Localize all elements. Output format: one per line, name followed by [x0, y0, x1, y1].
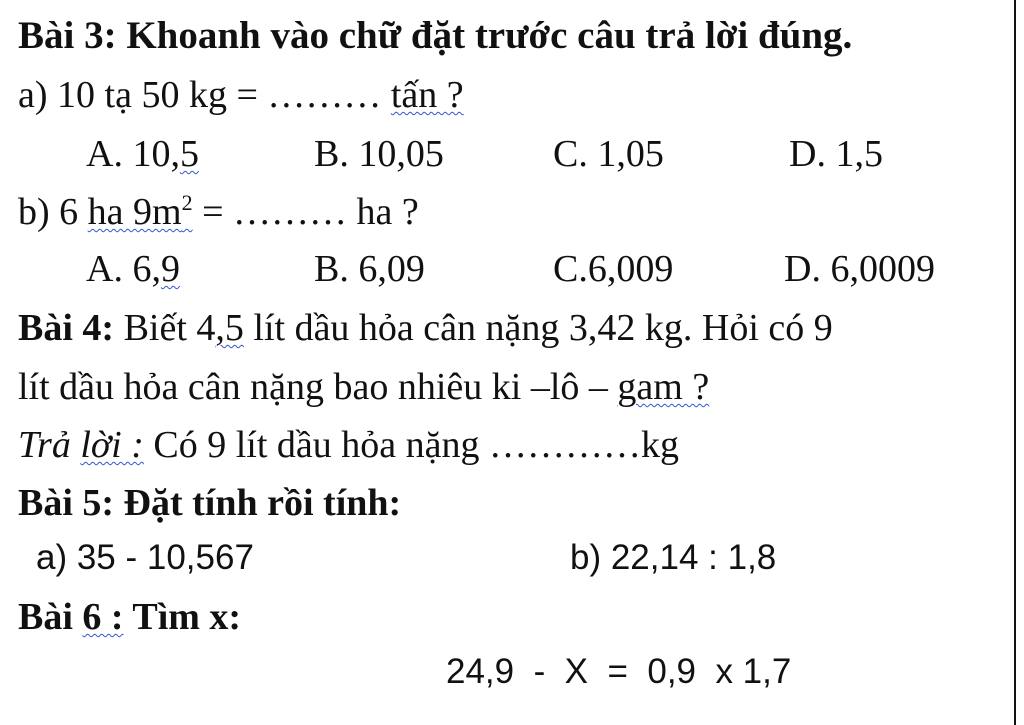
- option-3b-a-decimal: 9: [160, 248, 180, 290]
- exercise-4-text-a: Biết 4: [114, 307, 216, 349]
- question-3a-text: a) 10 tạ 50 kg = ………: [18, 74, 391, 116]
- question-3b-area: [88, 191, 193, 233]
- option-3a-a-decimal: 5: [179, 133, 199, 175]
- exercise-5a: a) 35 - 10,567: [36, 538, 254, 577]
- question-3b-exponent: 2: [181, 190, 193, 215]
- exercise-5b: b) 22,14 : 1,8: [570, 538, 777, 577]
- option-3b-b[interactable]: B. 6,09: [314, 248, 425, 290]
- question-3b-prefix: b) 6: [18, 191, 88, 233]
- option-3b-c[interactable]: C.6,009: [553, 248, 674, 290]
- option-3b-a[interactable]: [86, 250, 180, 288]
- answer-label-b: lời :: [80, 424, 144, 466]
- exercise-4-line1: [18, 309, 833, 347]
- exercise-6-equation: 24,9 - X = 0,9 x 1,7: [446, 652, 792, 691]
- option-3b-a-text: A. 6,: [86, 248, 161, 290]
- option-3b-d[interactable]: D. 6,0009: [784, 248, 935, 290]
- exercise-4-text-decimal: ,5: [215, 307, 244, 349]
- question-3a: [18, 76, 464, 114]
- exercise-4-line2: [18, 368, 709, 406]
- option-3a-d[interactable]: D. 1,5: [789, 133, 883, 175]
- exercise-6-title: [18, 598, 241, 636]
- option-3a-b[interactable]: B. 10,05: [314, 133, 444, 175]
- question-3b-area-text: ha 9m: [87, 191, 182, 233]
- exercise-4-answer: [18, 426, 679, 464]
- answer-text: Có 9 lít dầu hỏa nặng …………kg: [143, 424, 680, 466]
- option-3a-a[interactable]: [86, 135, 199, 173]
- option-3a-a-text: A. 10,: [86, 133, 180, 175]
- exercise-4-text-unit: gam ?: [617, 366, 710, 408]
- exercise-6-title-number: 6 :: [82, 596, 124, 638]
- exercise-6-title-b: Tìm x:: [123, 596, 242, 638]
- exercise-4-text-b: lít dầu hỏa cân nặng 3,42 kg. Hỏi có 9: [243, 307, 833, 349]
- page-right-border: [1014, 0, 1016, 725]
- exercise-6-title-a: Bài: [18, 596, 83, 638]
- question-3a-unit: tấn ?: [390, 74, 464, 116]
- option-3a-c[interactable]: C. 1,05: [553, 133, 664, 175]
- exercise-3-title: Bài 3: Khoanh vào chữ đặt trước câu trả lời đúng.: [18, 14, 853, 57]
- exercise-5-title: Bài 5: Đặt tính rồi tính:: [18, 482, 402, 524]
- exercise-4-label: Bài 4:: [18, 307, 115, 349]
- question-3b-suffix: = ……… ha ?: [192, 191, 419, 233]
- exercise-4-text-c: lít dầu hỏa cân nặng bao nhiêu ki –lô –: [18, 366, 618, 408]
- answer-label-a: Trả: [18, 424, 81, 466]
- question-3b: [18, 190, 419, 233]
